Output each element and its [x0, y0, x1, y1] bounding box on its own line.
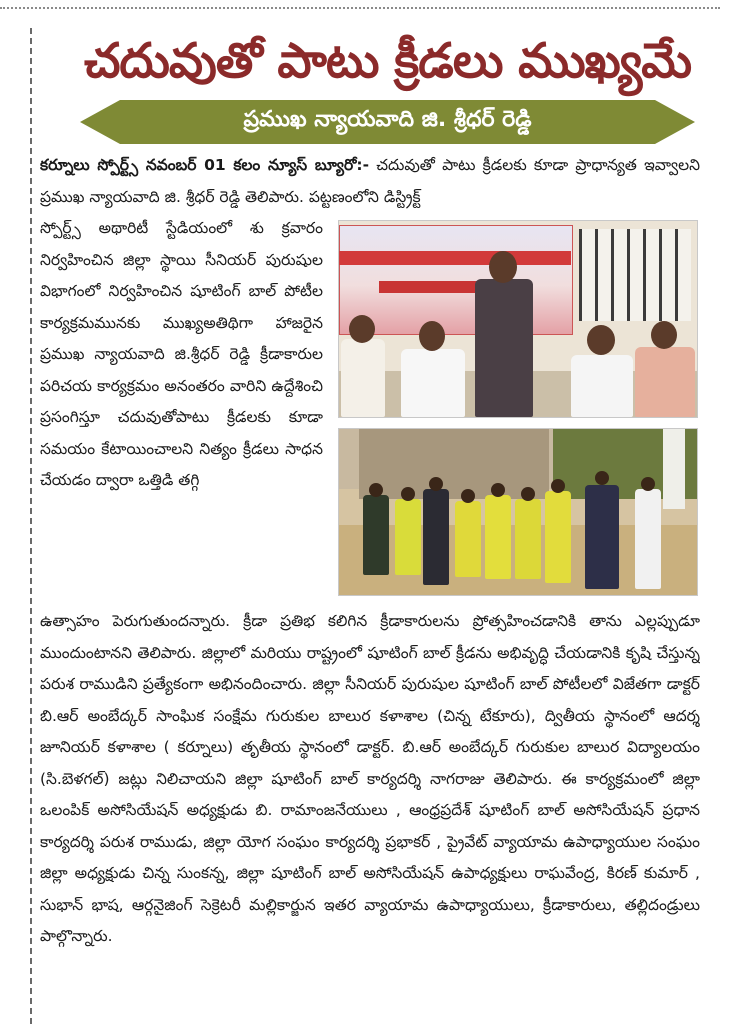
photo-guest-figure: [635, 347, 695, 417]
photo-player-head: [521, 487, 535, 501]
photo-player-head: [461, 489, 475, 503]
photo-speaker-head: [489, 251, 517, 283]
photo-player-head: [429, 477, 443, 491]
photo-guest-figure: [341, 339, 385, 417]
photo-player-head: [641, 477, 655, 491]
photo-event-banner: [339, 225, 573, 335]
photo-guest-head: [651, 321, 677, 349]
photo-banner-stripe: [339, 251, 571, 265]
article-dateline: కర్నూలు స్పోర్ట్స్ నవంబర్ 01 కలం న్యూస్ బ్యూరో:-: [40, 156, 370, 174]
photo-guest-head: [587, 325, 615, 355]
photo-event-speaker: [338, 220, 698, 418]
photo-player: [585, 485, 619, 589]
photo-player-head: [369, 483, 383, 497]
photo-player: [363, 495, 389, 575]
photo-player-head: [595, 471, 609, 485]
photo-guest-figure: [571, 355, 633, 417]
photo-player-head: [551, 479, 565, 493]
left-dashed-rule: [30, 28, 32, 1024]
photo-player-head: [491, 483, 505, 497]
photo-window-grill: [579, 229, 691, 321]
photo-guest-head: [349, 315, 375, 343]
top-dotted-rule: [0, 7, 720, 9]
article-paragraph-column: స్పోర్ట్స్ అథారిటీ స్టేడియంలో శు క్రవారం నిర్వహించిన జిల్లా స్థాయి సీనియర్ పురుషుల విభాగంలో నిర్వహించిన షూటింగ్ బాల్ పోటీల కార్యక్రమమునకు ముఖ్యఅతిథిగా హాజరైన ప్రముఖ న్యాయవాది జి.శ్రీధర్ రెడ్డి క్రీడాకారుల పరిచయ కార్యక్రమం అనంతరం వారిని ఉద్దేశించి ప్రసంగిస్తూ చదువుతోపాటు క్రీడలకు కూడా సమయం కేటాయించాలని నిత్యం క్రీడలు సాధన చేయడం ద్వారా ఒత్తిడి తగ్గి: [40, 219, 323, 489]
photo-player: [455, 501, 481, 577]
photo-pillar: [663, 429, 685, 509]
photo-player: [485, 495, 511, 579]
photo-player: [635, 489, 661, 589]
photo-players-group: [338, 428, 698, 596]
photo-speaker-figure: [475, 279, 533, 417]
photo-building: [359, 429, 549, 499]
photo-player: [515, 499, 541, 579]
photo-player: [545, 491, 571, 583]
photo-guest-head: [419, 321, 445, 351]
photo-guest-figure: [401, 349, 465, 417]
photo-player-head: [401, 487, 415, 501]
photo-player: [423, 489, 449, 585]
article-subheadline: ప్రముఖ న్యాయవాది జి. శ్రీధర్ రెడ్డి: [243, 107, 532, 132]
article-intro-text: చదువుతో పాటు క్రీడలకు కూడా ప్రాధాన్యత ఇవ్వాలని ప్రముఖ న్యాయవాది జి. శ్రీధర్ రెడ్డి తెలిపారు. పట్టణంలోని డిస్ట్రిక్ట్: [40, 156, 700, 206]
article-paragraph-body: ఉత్సాహం పెరుగుతుందన్నారు. క్రీడా ప్రతిభ కలిగిన క్రీడాకారులను ప్రోత్సహించడానికి తాను ఎల్లప్పుడూ ముందుంటానని తెలిపారు. జిల్లాలో మరియు రాష్ట్రంలో షూటింగ్ బాల్ క్రీడను అభివృద్ధి చేయడానికి కృషి చేస్తున్న పరుశ రాముడిని ప్రత్యేకంగా అభినందించారు. జిల్లా సీనియర్ పురుషుల షూటింగ్ బాల్ పోటీలలో విజేతగా డాక్టర్ బి.ఆర్ అంబేద్కర్ సాంఘిక సంక్షేమ గురుకుల బాలుర కళాశాల (చిన్న టేకూరు), ద్వితీయ స్థానంలో ఆదర్శ జూనియర్ కళాశాల ( కర్నూలు) తృతీయ స్థానంలో డాక్టర్. బి.ఆర్ అంబేద్కర్ గురుకుల బాలుర విద్యాలయం (సి.బెళగల్) జట్లు నిలిచాయని జిల్లా షూటింగ్ బాల్ కార్యదర్శి నాగరాజు తెలిపారు. ఈ కార్యక్రమంలో జిల్లా ఒలంపిక్ అసోసియేషన్ అధ్యక్షుడు బి. రామాంజనేయులు , ఆంధ్రప్రదేశ్ షూటింగ్ బాల్ అసోసియేషన్ ప్రధాన కార్యదర్శి పరుశ రాముడు, జిల్లా యోగ సంఘం కార్యదర్శి ప్రభాకర్ , ప్రైవేట్ వ్యాయామ ఉపాధ్యాయుల సంఘం జిల్లా అధ్యక్షుడు చిన్న సుంకన్న, జిల్లా షూటింగ్ బాల్ అసోసియేషన్ ఉపాధ్యక్షులు రాఘవేంద్ర, కిరణ్ కుమార్ , సుభాన్ భాష, ఆర్గనైజింగ్ సెక్రెటరీ మల్లికార్జున ఇతర వ్యాయామ ఉపాధ్యాయులు, క్రీడాకారులు, తల్లిదండ్రులు పాల్గొన్నారు.: [40, 612, 700, 945]
photo-player: [395, 499, 421, 575]
article-paragraph-intro: [40, 150, 700, 214]
article-headline: చదువుతో పాటు క్రీడలు ముఖ్యమే: [83, 33, 692, 89]
